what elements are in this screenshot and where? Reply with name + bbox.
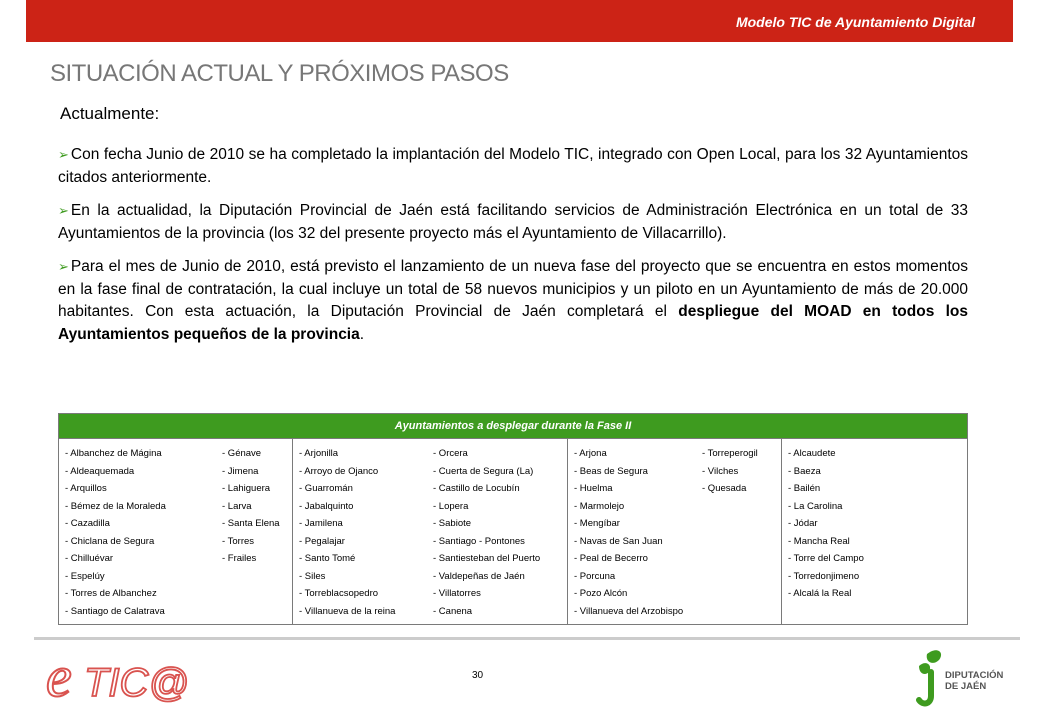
municipality-name: - Alcalá la Real <box>788 588 852 599</box>
page-number: 30 <box>472 670 484 681</box>
municipality-name: - Villatorres <box>433 588 481 599</box>
table-row <box>788 498 967 516</box>
table-row <box>574 480 781 498</box>
footer-divider <box>34 637 1020 640</box>
municipality-name: - Santo Tomé <box>299 553 356 564</box>
municipality-name: - La Carolina <box>788 500 843 512</box>
municipality-name: - Huelma <box>574 483 613 494</box>
table-row <box>574 603 781 621</box>
table-column-3 <box>568 439 782 625</box>
table-row <box>65 533 292 551</box>
municipality-name: - Mengíbar <box>574 518 620 529</box>
municipality-name: - Pegalajar <box>299 535 345 547</box>
municipality-name: - Arroyo de Ojanco <box>299 465 379 477</box>
intro-text: Actualmente: <box>60 104 160 123</box>
table-header: Ayuntamientos a desplegar durante la Fase II <box>59 414 967 439</box>
municipality-name: - Santiesteban del Puerto <box>433 553 541 564</box>
arrow-bullet-icon: ➢ <box>58 259 69 274</box>
municipality-name: - Bailén <box>788 483 821 494</box>
table-row <box>299 498 567 516</box>
header-title: Modelo TIC de Ayuntamiento Digital <box>735 14 975 30</box>
paragraph-3: ➢ Para el mes de Junio de 2010, está previsto el lanzamiento de un nueva fase del proyecto que se encuentra en estos momentos en la fase final de contratación, la cual incluye un total de 58 nuevos municipios y un piloto en un Ayuntamiento de más de 20.000 habitantes. Con esta actuación, la Diputación Provincial de Jaén completará el despliegue del MOAD en todos los Ayuntamientos pequeños de la provincia. <box>58 258 968 343</box>
table-row <box>574 463 781 481</box>
municipality-name: - Génave <box>222 448 262 459</box>
municipality-name: - Espelúy <box>65 570 105 582</box>
municipality-name: - Villanueva de la reina <box>299 605 396 617</box>
diputacion-jaen-logo <box>915 646 1005 710</box>
municipality-name: - Torreblacsopedro <box>299 588 379 599</box>
municipality-name: - Sabiote <box>433 518 472 529</box>
municipality-name: - Jabalquinto <box>299 500 354 512</box>
table-row <box>788 533 967 551</box>
municipality-name: - Vilches <box>702 465 739 477</box>
logo-line-1: DIPUTACIÓN <box>945 670 1004 681</box>
table-row <box>299 550 567 568</box>
municipality-name: - Quesada <box>702 483 747 494</box>
municipality-name: - Peal de Becerro <box>574 553 648 564</box>
table-column-1 <box>59 439 293 625</box>
municipality-name: - Alcaudete <box>788 448 836 459</box>
municipality-name: - Arjonilla <box>299 448 339 459</box>
municipality-name: - Chiclana de Segura <box>65 535 155 547</box>
table-row <box>65 568 292 586</box>
table-row <box>788 463 967 481</box>
table-row <box>65 480 292 498</box>
table-row <box>299 568 567 586</box>
table-row <box>299 445 567 463</box>
municipality-name: - Torre del Campo <box>788 553 864 564</box>
municipality-name: - Marmolejo <box>574 500 625 512</box>
paragraph-2: ➢ En la actualidad, la Diputación Provincial de Jaén está facilitando servicios de Administración Electrónica en un total de 33 Ayuntamientos de la provincia (los 32 del presente proyecto más el Ayuntamiento de Villacarrillo). <box>58 202 968 242</box>
municipality-name: - Santiago de Calatrava <box>65 605 165 617</box>
municipality-name: - Arquillos <box>65 483 107 494</box>
municipality-name: - Torres de Albanchez <box>65 588 157 599</box>
table-row <box>65 463 292 481</box>
municipality-name: - Castillo de Locubín <box>433 483 520 494</box>
municipality-name: - Jódar <box>788 518 818 529</box>
slide-title: SITUACIÓN ACTUAL Y PRÓXIMOS PASOS <box>50 60 509 87</box>
olive-branch-icon <box>915 646 945 710</box>
table-row <box>788 585 967 603</box>
municipality-name: - Pozo Alcón <box>574 588 628 599</box>
arrow-bullet-icon: ➢ <box>58 203 69 218</box>
municipality-name: - Arjona <box>574 448 607 459</box>
table-row <box>299 515 567 533</box>
table-row <box>574 515 781 533</box>
table-row <box>574 550 781 568</box>
municipality-name: - Torredonjimeno <box>788 570 860 582</box>
municipality-name: - Orcera <box>433 448 468 459</box>
etic-logo <box>44 646 196 708</box>
municipality-name: - Torres <box>222 535 255 547</box>
municipality-name: - Larva <box>222 500 252 512</box>
paragraph-1: ➢ Con fecha Junio de 2010 se ha completado la implantación del Modelo TIC, integrado con Open Local, para los 32 Ayuntamientos citados anteriormente. <box>58 146 968 186</box>
municipality-name: - Santiago - Pontones <box>433 535 525 547</box>
municipality-name: - Lopera <box>433 500 469 512</box>
table-row <box>788 480 967 498</box>
municipality-name: - Chilluévar <box>65 553 114 564</box>
table-row <box>788 445 967 463</box>
table-row <box>788 550 967 568</box>
table-row <box>299 585 567 603</box>
table-row <box>299 480 567 498</box>
svg-text:e: e <box>46 646 72 708</box>
municipality-name: - Navas de San Juan <box>574 535 663 547</box>
municipality-name: - Siles <box>299 570 326 582</box>
table-row <box>574 585 781 603</box>
municipality-name: - Beas de Segura <box>574 465 648 477</box>
table-row <box>65 603 292 621</box>
table-row <box>788 515 967 533</box>
arrow-bullet-icon: ➢ <box>58 147 69 162</box>
municipality-name: - Frailes <box>222 553 257 564</box>
body-text <box>58 144 968 357</box>
table-column-4 <box>782 439 967 625</box>
table-row <box>299 533 567 551</box>
table-row <box>65 445 292 463</box>
table-row <box>65 585 292 603</box>
municipality-name: - Porcuna <box>574 570 616 582</box>
municipality-name: - Canena <box>433 605 473 617</box>
table-row <box>574 533 781 551</box>
municipality-name: - Torreperogil <box>702 448 758 459</box>
table-row <box>574 568 781 586</box>
svg-text:TIC@: TIC@ <box>84 661 190 705</box>
municipality-name: - Villanueva del Arzobispo <box>574 605 684 617</box>
municipality-name: - Albanchez de Mágina <box>65 448 162 459</box>
table-row <box>65 515 292 533</box>
table-row <box>788 568 967 586</box>
table-row <box>299 463 567 481</box>
municipality-name: - Mancha Real <box>788 535 850 547</box>
municipality-name: - Guarromán <box>299 483 353 494</box>
table-row <box>65 498 292 516</box>
logo-line-2: DE JAÉN <box>945 681 987 692</box>
municipality-name: - Valdepeñas de Jaén <box>433 570 525 582</box>
municipality-name: - Jamilena <box>299 518 343 529</box>
table-row <box>574 498 781 516</box>
municipality-name: - Santa Elena <box>222 518 280 529</box>
table-row <box>299 603 567 621</box>
municipality-name: - Lahiguera <box>222 483 271 494</box>
municipality-name: - Bémez de la Moraleda <box>65 500 166 512</box>
municipality-name: - Aldeaquemada <box>65 465 135 477</box>
municipality-name: - Jimena <box>222 465 259 477</box>
municipality-name: - Cazadilla <box>65 518 110 529</box>
table-column-2 <box>293 439 568 625</box>
table-row <box>574 445 781 463</box>
municipalities-table <box>58 413 968 625</box>
header-bar <box>26 0 1013 42</box>
municipality-name: - Cuerta de Segura (La) <box>433 465 534 477</box>
municipality-name: - Baeza <box>788 465 821 477</box>
table-row <box>65 550 292 568</box>
